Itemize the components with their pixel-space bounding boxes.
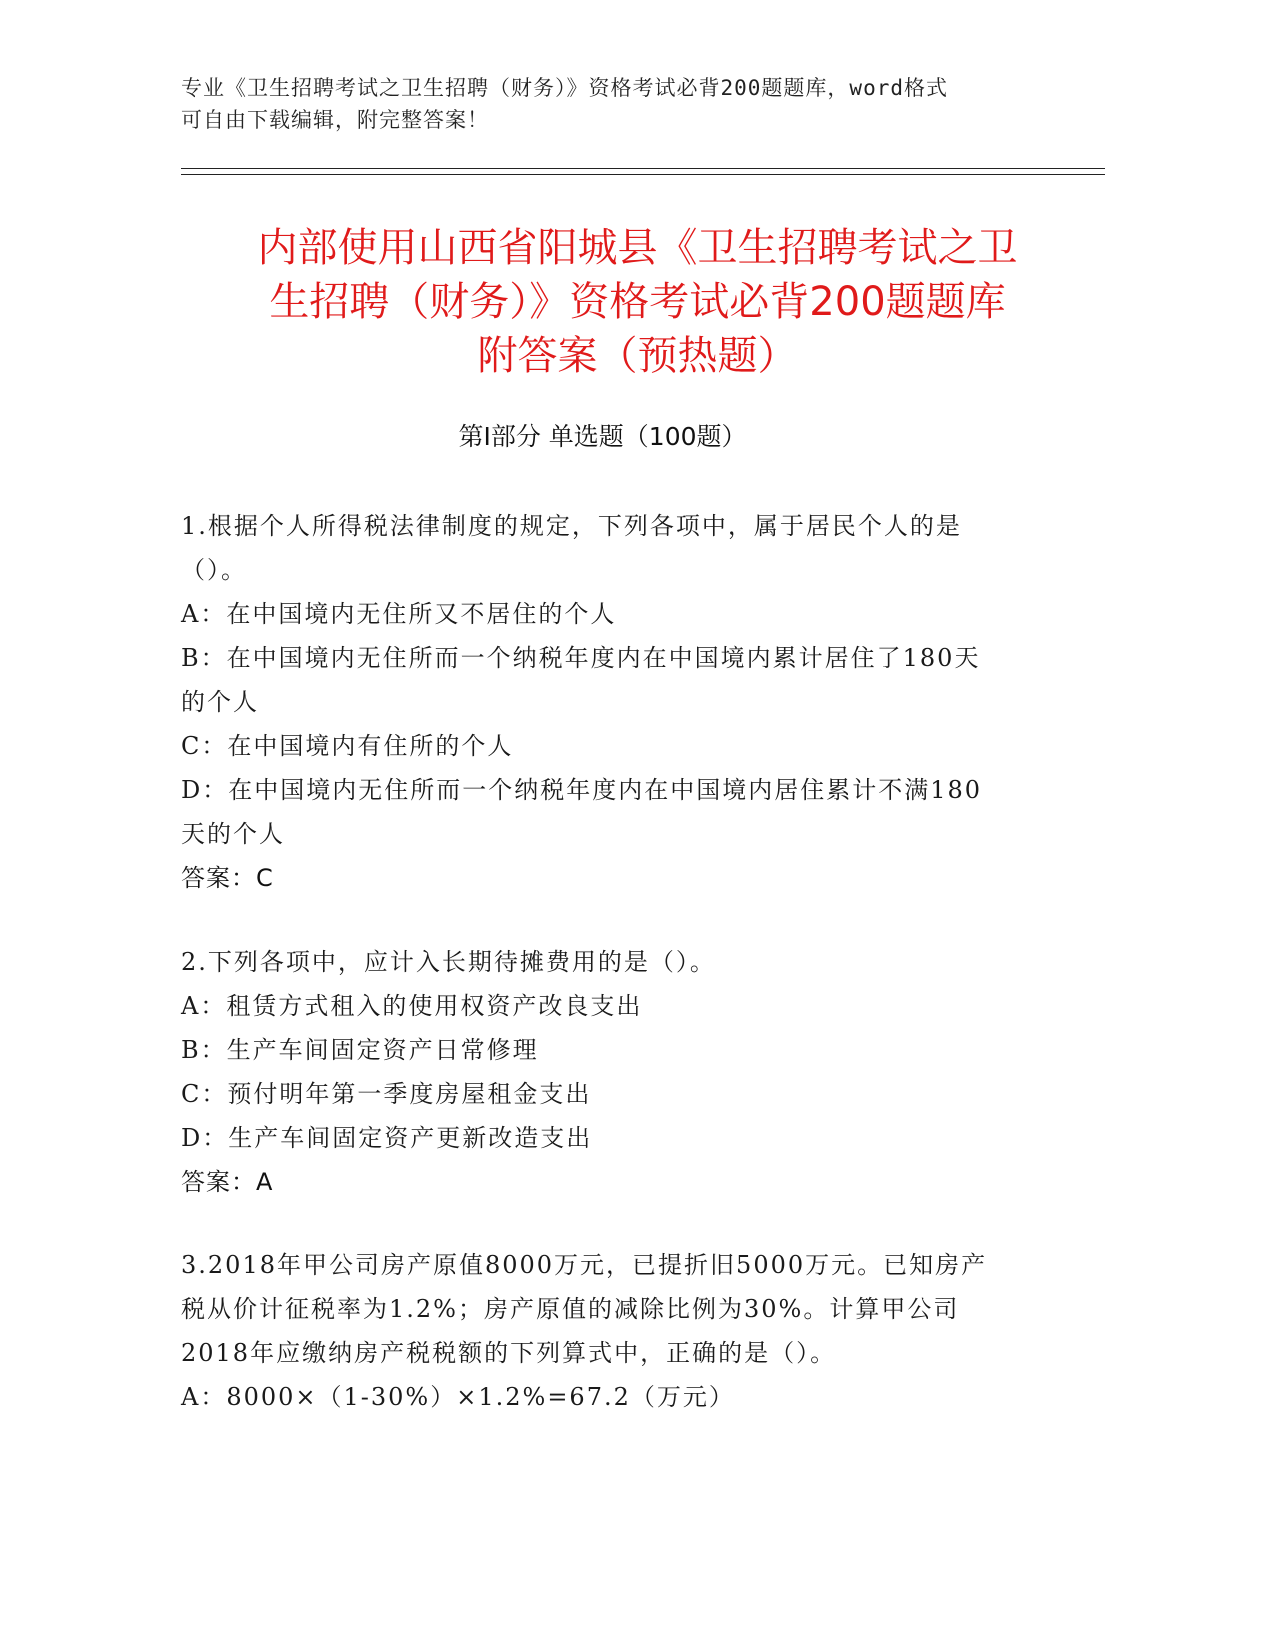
section-heading: 第Ⅰ部分 单选题（100题） [458,422,747,451]
answer-label: 答案：A [181,1168,274,1196]
option-b: B：生产车间固定资产日常修理 [181,1036,539,1064]
option-a: A：在中国境内无住所又不居住的个人 [181,600,617,628]
question-stem-line: 2018年应缴纳房产税税额的下列算式中，正确的是（）。 [181,1339,837,1367]
question-1 [181,504,1031,900]
document-title-line-1: 内部使用山西省阳城县《卫生招聘考试之卫 [257,225,1018,271]
question-3 [181,1243,1031,1419]
document-title [170,221,1105,383]
header-note-line-2: 可自由下载编辑，附完整答案！ [181,108,489,132]
question-stem-line: （）。 [181,556,247,584]
question-stem-line: 1.根据个人所得税法律制度的规定，下列各项中，属于居民个人的是 [181,512,962,540]
option-a: A：8000×（1-30%）×1.2%=67.2（万元） [181,1383,735,1411]
header-rule-bottom [181,174,1105,175]
document-title-line-3: 附答案（预热题） [477,333,798,379]
header-note-line-1: 专业《卫生招聘考试之卫生招聘（财务）》资格考试必背200题题库，word格式 [181,76,948,100]
option-c: C：在中国境内有住所的个人 [181,732,514,760]
question-stem-line: 税从价计征税率为1.2%；房产原值的减除比例为30%。计算甲公司 [181,1295,960,1323]
answer-label: 答案：C [181,864,274,892]
option-b-continued: 的个人 [181,688,259,716]
question-2 [181,940,1031,1204]
option-c: C：预付明年第一季度房屋租金支出 [181,1080,592,1108]
option-b: B：在中国境内无住所而一个纳税年度内在中国境内累计居住了180天 [181,644,981,672]
header-note [181,72,1041,136]
option-d-continued: 天的个人 [181,820,285,848]
option-d: D：生产车间固定资产更新改造支出 [181,1124,593,1152]
header-rule-top [181,168,1105,169]
document-title-line-2: 生招聘（财务）》资格考试必背200题题库 [269,279,1006,325]
option-d: D：在中国境内无住所而一个纳税年度内在中国境内居住累计不满180 [181,776,983,804]
question-stem-line: 3.2018年甲公司房产原值8000万元，已提折旧5000万元。已知房产 [181,1251,988,1279]
option-a: A：租赁方式租入的使用权资产改良支出 [181,992,643,1020]
question-stem-line: 2.下列各项中，应计入长期待摊费用的是（）。 [181,948,716,976]
